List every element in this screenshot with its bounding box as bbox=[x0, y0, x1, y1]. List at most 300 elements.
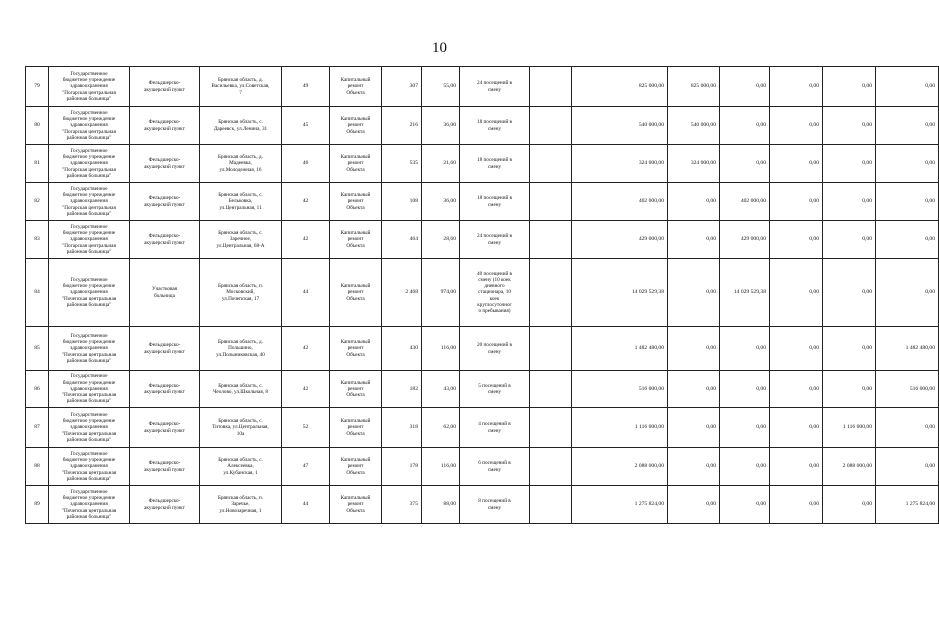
row-number-cell: 87 bbox=[26, 408, 49, 448]
cell-line: акушерский пункт bbox=[144, 348, 185, 355]
amount-cell: 0,00 bbox=[876, 183, 939, 221]
organization-cell bbox=[49, 221, 130, 259]
organization-cell bbox=[49, 371, 130, 408]
column-4-cell: 44 bbox=[282, 259, 330, 327]
cell-line: бюджетное учреждение bbox=[62, 283, 116, 290]
capacity-cell bbox=[460, 448, 530, 486]
column-7-cell: 88,00 bbox=[422, 486, 460, 524]
cell-line: Капитальный bbox=[340, 77, 371, 84]
cell-line: 7 bbox=[239, 89, 242, 96]
column-9-cell bbox=[530, 183, 572, 221]
amount-cell: 0,00 bbox=[668, 408, 720, 448]
total-amount-cell: 516 000,00 bbox=[572, 371, 668, 408]
amount-cell: 0,00 bbox=[720, 371, 770, 408]
cell-line: Брянская область, п. bbox=[217, 495, 264, 502]
cell-line: Заречное, bbox=[229, 236, 252, 243]
column-9-cell bbox=[530, 259, 572, 327]
amount-cell: 0,00 bbox=[720, 448, 770, 486]
facility-type-cell bbox=[130, 327, 200, 371]
cell-line: Государственное bbox=[70, 276, 108, 283]
column-7-cell: 21,60 bbox=[422, 145, 460, 183]
capacity-cell bbox=[460, 408, 530, 448]
amount-cell: 0,00 bbox=[668, 183, 720, 221]
total-amount-cell: 324 000,00 bbox=[572, 145, 668, 183]
work-type-cell bbox=[330, 183, 382, 221]
amount-cell: 0,00 bbox=[876, 67, 939, 107]
cell-line: Участковая bbox=[151, 286, 178, 293]
cell-line: акушерский пункт bbox=[144, 466, 185, 473]
area-cell: 318 bbox=[382, 408, 422, 448]
objects-table bbox=[25, 66, 939, 524]
cell-line: смену bbox=[487, 389, 502, 395]
cell-line: Фельдшерско- bbox=[148, 498, 181, 505]
column-9-cell bbox=[530, 145, 572, 183]
total-amount-cell: 540 000,00 bbox=[572, 107, 668, 145]
column-7-cell: 36,00 bbox=[422, 183, 460, 221]
cell-line: "Погарская центральная bbox=[62, 242, 116, 249]
column-9-cell bbox=[530, 107, 572, 145]
cell-line: больница bbox=[154, 292, 175, 299]
row-number-cell: 80 bbox=[26, 107, 49, 145]
cell-line: Капитальный bbox=[340, 230, 371, 237]
amount-cell: 324 000,00 bbox=[668, 145, 720, 183]
cell-line: районная больница" bbox=[66, 95, 112, 102]
row-number-cell: 84 bbox=[26, 259, 49, 327]
amount-cell: 0,00 bbox=[668, 259, 720, 327]
amount-cell: 0,00 bbox=[876, 448, 939, 486]
cell-line: ремонт bbox=[347, 122, 364, 129]
amount-cell: 1 116 000,00 bbox=[823, 408, 876, 448]
cell-line: ул.Центральная, 68-А bbox=[216, 242, 265, 249]
row-number-cell: 85 bbox=[26, 327, 49, 371]
cell-line: смену bbox=[487, 466, 502, 473]
cell-line: здравоохранения bbox=[70, 463, 108, 470]
column-9-cell bbox=[530, 327, 572, 371]
cell-line: районная больница" bbox=[66, 134, 112, 141]
cell-line: 18 посещений в bbox=[476, 195, 513, 202]
organization-cell bbox=[49, 486, 130, 524]
amount-cell: 0,00 bbox=[668, 448, 720, 486]
total-amount-cell: 14 029 529,38 bbox=[572, 259, 668, 327]
cell-line: смену bbox=[487, 163, 502, 170]
cell-line: Дареевск, ул.Ленина, 31 bbox=[213, 125, 268, 132]
amount-cell: 0,00 bbox=[770, 408, 823, 448]
total-amount-cell: 1 275 824,00 bbox=[572, 486, 668, 524]
organization-cell bbox=[49, 408, 130, 448]
cell-line: "Почепская центральная bbox=[61, 469, 117, 476]
cell-line: бюджетное учреждение bbox=[62, 192, 116, 199]
row-number-cell: 86 bbox=[26, 371, 49, 408]
area-cell: 464 bbox=[382, 221, 422, 259]
amount-cell: 516 000,00 bbox=[876, 371, 939, 408]
organization-cell bbox=[49, 183, 130, 221]
amount-cell: 0,00 bbox=[876, 107, 939, 145]
cell-line: смену bbox=[487, 86, 502, 93]
amount-cell: 0,00 bbox=[876, 221, 939, 259]
total-amount-cell: 429 000,00 bbox=[572, 221, 668, 259]
cell-line: Фельдшерско- bbox=[148, 421, 181, 428]
cell-line: Польшино, bbox=[228, 345, 253, 352]
cell-line: районная больница" bbox=[66, 436, 112, 443]
cell-line: Васильевка, ул.Советская, bbox=[211, 83, 270, 90]
cell-line: Брянская область, с. bbox=[218, 382, 263, 389]
address-cell bbox=[200, 486, 282, 524]
cell-line: Чеолово, ул.Школьная, 8 bbox=[213, 389, 268, 395]
cell-line: "Почепская центральная bbox=[61, 430, 117, 437]
total-amount-cell: 825 000,00 bbox=[572, 67, 668, 107]
amount-cell: 0,00 bbox=[823, 183, 876, 221]
cell-line: Брянская область, п. bbox=[217, 283, 264, 290]
cell-line: Капитальный bbox=[340, 339, 371, 346]
amount-cell: 0,00 bbox=[823, 145, 876, 183]
cell-line: смену bbox=[487, 201, 502, 208]
cell-line: здравоохранения bbox=[70, 501, 108, 508]
column-7-cell: 62,00 bbox=[422, 408, 460, 448]
cell-line: "Погарская центральная bbox=[62, 128, 116, 135]
facility-type-cell bbox=[130, 259, 200, 327]
amount-cell: 0,00 bbox=[823, 371, 876, 408]
cell-line: Бельковка, bbox=[228, 198, 253, 205]
table-row bbox=[26, 408, 939, 448]
column-7-cell: 55,00 bbox=[422, 67, 460, 107]
facility-type-cell bbox=[130, 183, 200, 221]
cell-line: ремонт bbox=[347, 424, 364, 431]
address-cell bbox=[200, 67, 282, 107]
column-4-cell: 46 bbox=[282, 145, 330, 183]
cell-line: Капитальный bbox=[340, 283, 371, 290]
cell-line: Фельдшерско- bbox=[148, 342, 181, 349]
cell-line: ремонт bbox=[347, 160, 364, 167]
cell-line: акушерский пункт bbox=[144, 86, 185, 93]
cell-line: районная больница" bbox=[66, 475, 112, 482]
column-4-cell: 45 bbox=[282, 107, 330, 145]
amount-cell: 0,00 bbox=[770, 67, 823, 107]
cell-line: стационара, 10 bbox=[478, 289, 511, 296]
cell-line: здравоохранения bbox=[70, 83, 108, 90]
area-cell: 430 bbox=[382, 327, 422, 371]
table-row bbox=[26, 183, 939, 221]
amount-cell: 0,00 bbox=[770, 221, 823, 259]
cell-line: ремонт bbox=[347, 83, 364, 90]
cell-line: ремонт bbox=[347, 198, 364, 205]
total-amount-cell: 1 116 000,00 bbox=[572, 408, 668, 448]
cell-line: Брянская область, с. bbox=[218, 192, 263, 199]
work-type-cell bbox=[330, 486, 382, 524]
cell-line: бюджетное учреждение bbox=[62, 495, 116, 502]
cell-line: Брянская область, с. bbox=[218, 119, 263, 126]
column-9-cell bbox=[530, 371, 572, 408]
capacity-cell bbox=[460, 183, 530, 221]
address-cell bbox=[200, 408, 282, 448]
cell-line: бюджетное учреждение bbox=[62, 77, 116, 84]
cell-line: 8 посещений в bbox=[478, 498, 511, 505]
cell-line: "Почепская центральная bbox=[61, 295, 117, 302]
cell-line: ул.Кубанская, 1 bbox=[223, 469, 258, 476]
column-7-cell: 28,60 bbox=[422, 221, 460, 259]
cell-line: здравоохранения bbox=[70, 289, 108, 296]
address-cell bbox=[200, 183, 282, 221]
amount-cell: 0,00 bbox=[823, 486, 876, 524]
cell-line: здравоохранения bbox=[70, 236, 108, 243]
cell-line: Государственное bbox=[70, 185, 108, 192]
work-type-cell bbox=[330, 107, 382, 145]
amount-cell: 0,00 bbox=[770, 183, 823, 221]
cell-line: Государственное bbox=[70, 109, 108, 116]
cell-line: 40 посещений в bbox=[476, 270, 513, 277]
capacity-cell bbox=[460, 67, 530, 107]
amount-cell: 0,00 bbox=[876, 259, 939, 327]
amount-cell: 0,00 bbox=[823, 259, 876, 327]
cell-line: Объекта bbox=[346, 166, 365, 173]
cell-line: Брянская область, с. bbox=[218, 457, 263, 464]
column-7-cell: 116,00 bbox=[422, 448, 460, 486]
amount-cell: 0,00 bbox=[823, 327, 876, 371]
cell-line: "Почепская центральная bbox=[61, 392, 117, 399]
cell-line: районная больница" bbox=[66, 172, 112, 179]
cell-line: ул.Почепская, 17 bbox=[221, 295, 260, 302]
table-row bbox=[26, 107, 939, 145]
table-row bbox=[26, 448, 939, 486]
amount-cell: 1 482 480,00 bbox=[876, 327, 939, 371]
row-number-cell: 82 bbox=[26, 183, 49, 221]
total-amount-cell: 1 482 480,00 bbox=[572, 327, 668, 371]
cell-line: Капитальный bbox=[340, 192, 371, 199]
capacity-cell bbox=[460, 145, 530, 183]
amount-cell: 0,00 bbox=[668, 371, 720, 408]
address-cell bbox=[200, 371, 282, 408]
cell-line: Капитальный bbox=[340, 379, 371, 386]
column-9-cell bbox=[530, 408, 572, 448]
column-4-cell: 42 bbox=[282, 371, 330, 408]
cell-line: Брянская область, д. bbox=[218, 339, 263, 346]
amount-cell: 0,00 bbox=[770, 259, 823, 327]
cell-line: Фельдшерско- bbox=[148, 460, 181, 467]
cell-line: акушерский пункт bbox=[144, 125, 185, 132]
cell-line: "Погарская центральная bbox=[62, 89, 116, 96]
cell-line: здравоохранения bbox=[70, 198, 108, 205]
cell-line: акушерский пункт bbox=[144, 427, 185, 434]
work-type-cell bbox=[330, 327, 382, 371]
capacity-cell bbox=[460, 371, 530, 408]
cell-line: районная больница" bbox=[66, 357, 112, 364]
amount-cell: 0,00 bbox=[823, 107, 876, 145]
area-cell: 182 bbox=[382, 371, 422, 408]
facility-type-cell bbox=[130, 371, 200, 408]
cell-line: смену bbox=[487, 348, 502, 355]
cell-line: Государственное bbox=[70, 70, 108, 77]
cell-line: районная больница" bbox=[66, 248, 112, 255]
facility-type-cell bbox=[130, 107, 200, 145]
amount-cell: 825 000,00 bbox=[668, 67, 720, 107]
area-cell: 108 bbox=[382, 183, 422, 221]
cell-line: ремонт bbox=[347, 501, 364, 508]
cell-line: 20 посещений в bbox=[476, 342, 513, 349]
work-type-cell bbox=[330, 408, 382, 448]
cell-line: Брянская область, д. bbox=[218, 77, 263, 84]
cell-line: Фельдшерско- bbox=[148, 233, 181, 240]
column-9-cell bbox=[530, 448, 572, 486]
cell-line: Фельдшерско- bbox=[148, 80, 181, 87]
cell-line: Государственное bbox=[70, 373, 108, 380]
column-9-cell bbox=[530, 67, 572, 107]
cell-line: "Погарская центральная bbox=[62, 204, 116, 211]
column-4-cell: 49 bbox=[282, 67, 330, 107]
cell-line: дневного bbox=[484, 283, 505, 290]
column-7-cell: 43,00 bbox=[422, 371, 460, 408]
cell-line: бюджетное учреждение bbox=[62, 339, 116, 346]
area-cell: 375 bbox=[382, 486, 422, 524]
table-row bbox=[26, 221, 939, 259]
organization-cell bbox=[49, 145, 130, 183]
cell-line: бюджетное учреждение bbox=[62, 457, 116, 464]
cell-line: смену (10 коек bbox=[478, 276, 511, 283]
cell-line: Брянская область, д. bbox=[218, 154, 263, 161]
cell-line: Объекта bbox=[346, 128, 365, 135]
cell-line: здравоохранения bbox=[70, 345, 108, 352]
amount-cell: 540 000,00 bbox=[668, 107, 720, 145]
amount-cell: 0,00 bbox=[668, 486, 720, 524]
area-cell: 535 bbox=[382, 145, 422, 183]
cell-line: Заречье, bbox=[231, 501, 250, 508]
column-4-cell: 42 bbox=[282, 183, 330, 221]
amount-cell: 2 088 000,00 bbox=[823, 448, 876, 486]
work-type-cell bbox=[330, 259, 382, 327]
facility-type-cell bbox=[130, 448, 200, 486]
row-number-cell: 88 bbox=[26, 448, 49, 486]
cell-line: смену bbox=[487, 125, 502, 132]
amount-cell: 0,00 bbox=[770, 107, 823, 145]
cell-line: Объекта bbox=[346, 351, 365, 358]
cell-line: Государственное bbox=[70, 223, 108, 230]
amount-cell: 0,00 bbox=[770, 486, 823, 524]
cell-line: Фельдшерско- bbox=[148, 119, 181, 126]
amount-cell: 0,00 bbox=[720, 408, 770, 448]
amount-cell: 0,00 bbox=[770, 448, 823, 486]
row-number-cell: 83 bbox=[26, 221, 49, 259]
amount-cell: 0,00 bbox=[770, 327, 823, 371]
address-cell bbox=[200, 448, 282, 486]
cell-line: коек bbox=[489, 295, 500, 302]
cell-line: Объекта bbox=[346, 507, 365, 514]
cell-line: Титовка, ул.Центральная, bbox=[212, 424, 269, 431]
capacity-cell bbox=[460, 221, 530, 259]
area-cell: 2 468 bbox=[382, 259, 422, 327]
cell-line: районная больница" bbox=[66, 513, 112, 520]
cell-line: бюджетное учреждение bbox=[62, 230, 116, 237]
cell-line: Капитальный bbox=[340, 495, 371, 502]
cell-line: 24 посещений в bbox=[476, 233, 513, 240]
capacity-cell bbox=[460, 107, 530, 145]
cell-line: бюджетное учреждение bbox=[62, 379, 116, 386]
amount-cell: 0,00 bbox=[668, 221, 720, 259]
capacity-cell bbox=[460, 259, 530, 327]
amount-cell: 0,00 bbox=[823, 221, 876, 259]
facility-type-cell bbox=[130, 408, 200, 448]
cell-line: Объекта bbox=[346, 392, 365, 399]
amount-cell: 0,00 bbox=[876, 145, 939, 183]
cell-line: Объекта bbox=[346, 295, 365, 302]
amount-cell: 14 029 529,38 bbox=[720, 259, 770, 327]
cell-line: Капитальный bbox=[340, 457, 371, 464]
organization-cell bbox=[49, 448, 130, 486]
cell-line: 10а bbox=[236, 430, 245, 437]
table-row bbox=[26, 259, 939, 327]
amount-cell: 1 275 824,00 bbox=[876, 486, 939, 524]
cell-line: акушерский пункт bbox=[144, 163, 185, 170]
column-7-cell: 116,00 bbox=[422, 327, 460, 371]
cell-line: ул.Новозаречная, 1 bbox=[219, 507, 262, 514]
cell-line: Алексеевка, bbox=[227, 463, 254, 470]
facility-type-cell bbox=[130, 486, 200, 524]
area-cell: 216 bbox=[382, 107, 422, 145]
cell-line: Объекта bbox=[346, 89, 365, 96]
cell-line: Государственное bbox=[70, 411, 108, 418]
organization-cell bbox=[49, 259, 130, 327]
total-amount-cell: 402 000,00 bbox=[572, 183, 668, 221]
cell-line: акушерский пункт bbox=[144, 239, 185, 246]
amount-cell: 0,00 bbox=[876, 408, 939, 448]
cell-line: Фельдшерско- bbox=[148, 382, 181, 389]
area-cell: 178 bbox=[382, 448, 422, 486]
work-type-cell bbox=[330, 221, 382, 259]
work-type-cell bbox=[330, 371, 382, 408]
cell-line: ул.Полыниковская, 40 bbox=[216, 351, 265, 358]
address-cell bbox=[200, 259, 282, 327]
amount-cell: 0,00 bbox=[823, 67, 876, 107]
amount-cell: 0,00 bbox=[770, 371, 823, 408]
cell-line: Объекта bbox=[346, 469, 365, 476]
cell-line: Государственное bbox=[70, 488, 108, 495]
cell-line: Государственное bbox=[70, 147, 108, 154]
cell-line: Объекта bbox=[346, 430, 365, 437]
cell-line: смену bbox=[487, 427, 502, 434]
amount-cell: 0,00 bbox=[720, 486, 770, 524]
cell-line: смену bbox=[487, 239, 502, 246]
organization-cell bbox=[49, 67, 130, 107]
cell-line: Капитальный bbox=[340, 154, 371, 161]
cell-line: бюджетное учреждение bbox=[62, 154, 116, 161]
cell-line: Капитальный bbox=[340, 418, 371, 425]
row-number-cell: 89 bbox=[26, 486, 49, 524]
cell-line: здравоохранения bbox=[70, 160, 108, 167]
cell-line: ремонт bbox=[347, 289, 364, 296]
cell-line: 24 посещений в bbox=[476, 80, 513, 87]
column-4-cell: 44 bbox=[282, 486, 330, 524]
capacity-cell bbox=[460, 327, 530, 371]
address-cell bbox=[200, 327, 282, 371]
cell-line: "Почепская центральная bbox=[61, 351, 117, 358]
amount-cell: 402 000,00 bbox=[720, 183, 770, 221]
cell-line: Мадеевка, bbox=[229, 160, 252, 167]
area-cell: 307 bbox=[382, 67, 422, 107]
cell-line: круглосуточног bbox=[477, 301, 512, 308]
cell-line: районная больница" bbox=[66, 210, 112, 217]
facility-type-cell bbox=[130, 221, 200, 259]
cell-line: бюджетное учреждение bbox=[62, 116, 116, 123]
cell-line: бюджетное учреждение bbox=[62, 418, 116, 425]
capacity-cell bbox=[460, 486, 530, 524]
table-row bbox=[26, 145, 939, 183]
address-cell bbox=[200, 107, 282, 145]
organization-cell bbox=[49, 327, 130, 371]
cell-line: ремонт bbox=[347, 345, 364, 352]
cell-line: акушерский пункт bbox=[144, 389, 185, 395]
table-row bbox=[26, 486, 939, 524]
cell-line: 18 посещений в bbox=[476, 119, 513, 126]
page-number: 10 bbox=[432, 40, 447, 56]
address-cell bbox=[200, 221, 282, 259]
column-4-cell: 47 bbox=[282, 448, 330, 486]
